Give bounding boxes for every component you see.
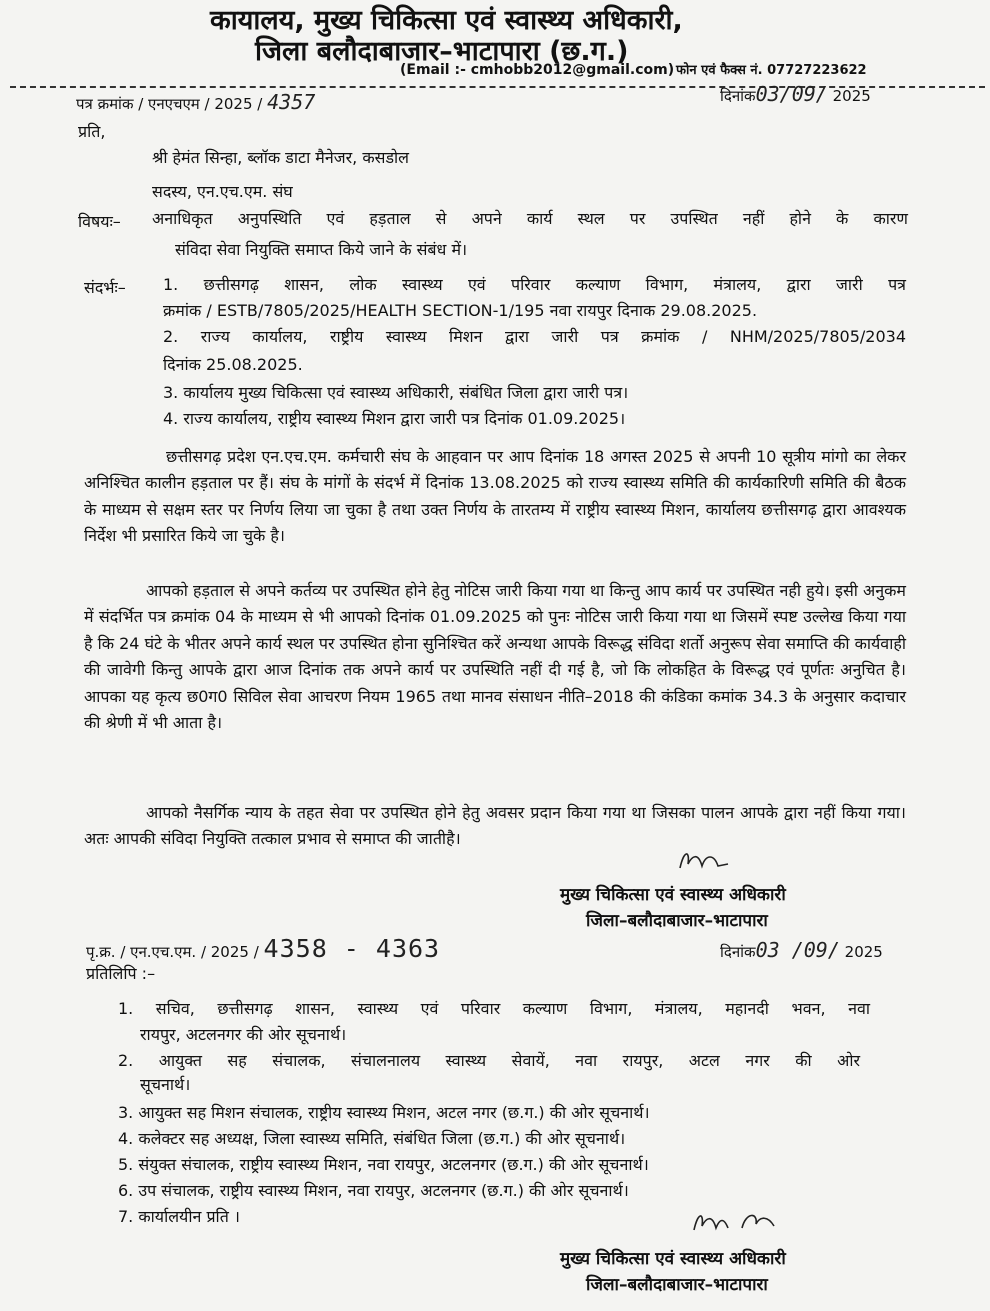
copy-ref-label: पृ.क्र. / एन.एच.एम. / 2025 / [86, 943, 259, 961]
copy-item-7: 7. कार्यालयीन प्रति । [118, 1207, 240, 1226]
references-label: संदर्भः– [84, 278, 126, 297]
letter-ref-number [76, 90, 315, 114]
signatory-title-1: मुख्य चिकित्सा एवं स्वास्थ्य अधिकारी [560, 885, 786, 905]
reference-1: 1. छत्तीसगढ़ शासन, लोक स्वास्थ्य एवं परिवार कल्याण विभाग, मंत्रालय, द्वारा जारी पत्र [163, 275, 906, 294]
reference-1-cont: क्रमांक / ESTB/7805/2025/HEALTH SECTION-1/195 नवा रायपुर दिनाक 29.08.2025. [163, 301, 758, 320]
subject-line-1: अनाधिकृत अनुपस्थिति एवं हड़ताल से अपने कार्य स्थल पर उपस्थित नहीं होने के कारण [152, 209, 908, 228]
district-heading: जिला बलौदाबाजार–भाटापारा (छ.ग.) [255, 36, 629, 67]
copy-date [720, 938, 883, 962]
subject-line-2: संविदा सेवा नियुक्ति समाप्त किये जाने के संबंध में। [175, 240, 468, 259]
signatory-title-2: मुख्य चिकित्सा एवं स्वास्थ्य अधिकारी [560, 1249, 786, 1269]
copy-date-label: दिनांक [720, 943, 756, 961]
copy-date-handwritten: 03 /09/ [755, 938, 840, 962]
letter-date [720, 82, 871, 106]
body-paragraph-1: छत्तीसगढ़ प्रदेश एन.एच.एम. कर्मचारी संघ के आहवान पर आप दिनांक 18 अगस्त 2025 से अपनी 10 सूत्रीय मांगो का लेकर अनिश्चित कालीन हड़ताल पर हैं। संघ के मांगों के संदर्भ में दिनांक 13.08.2025 को राज्य स्वास्थ्य समिति की कार्यकारिणी समिति की बैठक के माध्यम से सक्षम स्तर पर निर्णय लिया जा चुका है तथा उक्त निर्णय के तारतम्य में राष्ट्रीय स्वास्थ्य मिशन, कार्यालय छत्तीसगढ़ द्वारा आवश्यक निर्देश भी प्रसारित किये जा चुके है। [84, 447, 906, 546]
letter-date-year: 2025 [832, 87, 871, 105]
reference-3: 3. कार्यालय मुख्य चिकित्सा एवं स्वास्थ्य अधिकारी, संबंधित जिला द्वारा जारी पत्र। [163, 383, 629, 402]
copy-item-2: 2. आयुक्त सह संचालक, संचालनालय स्वास्थ्य सेवायें, नवा रायपुर, अटल नगर की ओर [118, 1051, 860, 1070]
reference-2-cont: दिनांक 25.08.2025. [163, 355, 303, 374]
copy-label: प्रतिलिपि :– [86, 964, 156, 983]
signature-2-initials: RM [690, 1206, 692, 1207]
copy-ref-number [86, 934, 440, 963]
body-paragraph-2: आपको हड़ताल से अपने कर्तव्य पर उपस्थित होने हेतु नोटिस जारी किया गया था किन्तु आप कार्य पर उपस्थित नही हुये। इसी अनुकम में संदर्भित पत्र क्रमांक 04 के माध्यम से भी आपको दिनांक 01.09.2025 को पुनः नोटिस जारी किया गया था जिसमें स्पष्ट उल्लेख किया गया है कि 24 घंटे के भीतर अपने कार्य स्थल पर उपस्थित होना सुनिश्चित करें अन्यथा आपके विरूद्ध संविदा शर्तो अनुरूप सेवा समाप्ति की कार्यवाही की जावेगी किन्तु आपके द्वारा आज दिनांक तक अपने कार्य पर उपस्थिति नहीं दी गई है, जो कि लोकहित के विरूद्ध एवं पूर्णतः अनुचित है। आपका यह कृत्य छ0ग0 सिविल सेवा आचरण नियम 1965 तथा मानव संसाधन नीति–2018 की कंडिका कमांक 34.3 के अनुसार कदाचार की श्रेणी में भी आता है। [84, 581, 906, 733]
copy-item-5: 5. संयुक्त संचालक, राष्ट्रीय स्वास्थ्य मिशन, नवा रायपुर, अटलनगर (छ.ग.) की ओर सूचनार्थ। [118, 1155, 649, 1174]
copy-item-4: 4. कलेक्टर सह अध्यक्ष, जिला स्वास्थ्य समिति, संबंधित जिला (छ.ग.) की ओर सूचनार्थ। [118, 1129, 626, 1148]
copy-item-3: 3. आयुक्त सह मिशन संचालक, राष्ट्रीय स्वास्थ्य मिशन, अटल नगर (छ.ग.) की ओर सूचनार्थ। [118, 1103, 650, 1122]
signature-1-initials: RM [676, 846, 678, 847]
signatory-district-2: जिला–बलौदाबाजार–भाटापारा [586, 1275, 768, 1295]
recipient-name: श्री हेमंत सिन्हा, ब्लॉक डाटा मैनेजर, कसडोल [152, 148, 409, 167]
copy-date-year: 2025 [844, 943, 883, 961]
copy-item-6: 6. उप संचालक, राष्ट्रीय स्वास्थ्य मिशन, नवा रायपुर, अटलनगर (छ.ग.) की ओर सूचनार्थ। [118, 1181, 629, 1200]
letter-ref-handwritten: 4357 [267, 90, 316, 114]
office-heading: कायालय, मुख्य चिकित्सा एवं स्वास्थ्य अधिकारी, [210, 5, 683, 36]
signatory-district-1: जिला–बलौदाबाजार–भाटापारा [586, 911, 768, 931]
to-label: प्रति, [78, 122, 106, 141]
body-paragraph-3: आपको नैसर्गिक न्याय के तहत सेवा पर उपस्थित होने हेतु अवसर प्रदान किया गया था जिसका पालन आपके द्वारा नहीं किया गया। अतः आपकी संविदा नियुक्ति तत्काल प्रभाव से समाप्त की जातीहै। [84, 803, 906, 849]
office-email: (Email :- cmhobb2012@gmail.com) [400, 62, 675, 78]
signature-1-scribble [676, 846, 736, 874]
letter-date-handwritten: 03/09/ [755, 82, 828, 106]
copy-item-1-cont: रायपुर, अटलनगर की ओर सूचनार्थ। [140, 1025, 347, 1044]
recipient-org: सदस्य, एन.एच.एम. संघ [152, 182, 293, 201]
subject-label: विषयः– [78, 212, 121, 231]
letter-ref-label: पत्र क्रमांक / एनएचएम / 2025 / [76, 95, 263, 113]
copy-item-1: 1. सचिव, छत्तीसगढ़ शासन, स्वास्थ्य एवं परिवार कल्याण विभाग, मंत्रालय, महानदी भवन, नवा [118, 999, 870, 1018]
letter-date-label: दिनांक [720, 87, 756, 105]
copy-item-2-cont: सूचनार्थ। [140, 1075, 191, 1094]
office-phone: फोन एवं फैक्स नं. 07727223622 [676, 63, 867, 78]
reference-4: 4. राज्य कार्यालय, राष्ट्रीय स्वास्थ्य मिशन द्वारा जारी पत्र दिनांक 01.09.2025। [163, 409, 626, 428]
reference-2: 2. राज्य कार्यालय, राष्ट्रीय स्वास्थ्य मिशन द्वारा जारी पत्र क्रमांक / NHM/2025/7805/2034 [163, 327, 906, 346]
copy-ref-handwritten: 4358 - 4363 [263, 934, 441, 963]
signature-2-scribble [690, 1206, 790, 1238]
